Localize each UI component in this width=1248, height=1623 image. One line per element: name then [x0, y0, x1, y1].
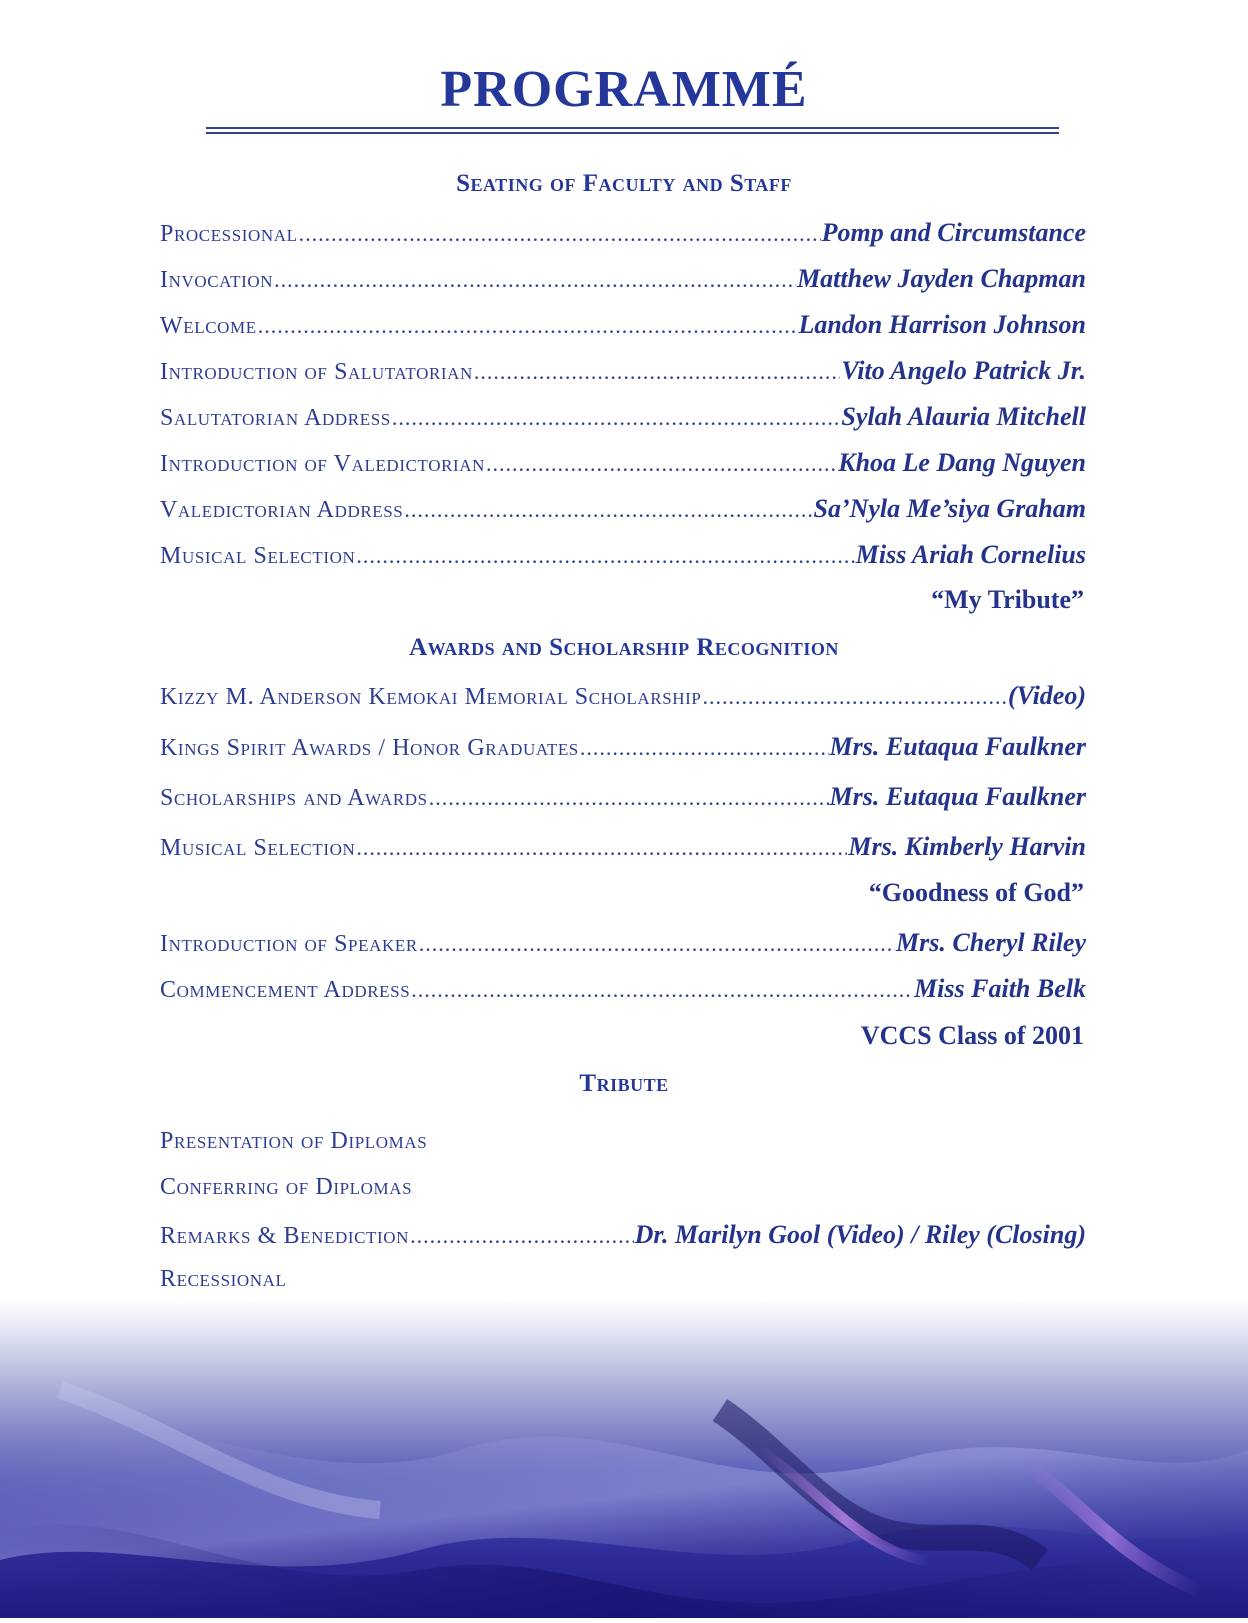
- dot-leader: [299, 221, 821, 247]
- row-value: Landon Harrison Johnson: [798, 310, 1086, 339]
- row-label: Processional: [160, 221, 298, 247]
- dot-leader: [474, 359, 840, 385]
- section-heading-awards: Awards and Scholarship Recognition: [409, 634, 839, 661]
- song-title-goodness-of-god: “Goodness of God”: [868, 878, 1084, 907]
- row-value: Mrs. Eutaqua Faulkner: [829, 782, 1086, 811]
- program-row-kemokai-scholarship: [160, 681, 1086, 715]
- dot-leader: [410, 1223, 634, 1249]
- row-label: Introduction of Salutatorian: [160, 359, 473, 385]
- row-value: Miss Ariah Cornelius: [855, 540, 1086, 569]
- dot-leader: [356, 543, 854, 569]
- program-row-invocation: [160, 264, 1086, 298]
- program-row-scholarships-awards: [160, 782, 1086, 816]
- dot-leader: [411, 977, 913, 1003]
- row-label: Musical Selection: [160, 835, 356, 861]
- row-value: Mrs. Cheryl Riley: [896, 928, 1086, 957]
- row-value: Sylah Alauria Mitchell: [841, 402, 1086, 431]
- row-label: Invocation: [160, 267, 274, 293]
- program-row-kings-spirit-awards: [160, 732, 1086, 766]
- program-row-processional: [160, 218, 1086, 252]
- row-value: Matthew Jayden Chapman: [797, 264, 1086, 293]
- row-value: (Video): [1008, 681, 1086, 710]
- row-value: Dr. Marilyn Gool (Video) / Riley (Closing): [634, 1220, 1086, 1249]
- fabric-folds-graphic: [0, 1300, 1248, 1618]
- dot-leader: [486, 451, 837, 477]
- dot-leader: [392, 405, 841, 431]
- song-title-my-tribute: “My Tribute”: [931, 585, 1084, 614]
- row-label: Introduction of Valedictorian: [160, 451, 486, 477]
- program-row-musical-selection-2: [160, 832, 1086, 866]
- dot-leader: [404, 497, 812, 523]
- program-row-intro-valedictorian: [160, 448, 1086, 482]
- program-row-presentation-diplomas: [160, 1128, 1086, 1162]
- row-label: Valedictorian Address: [160, 497, 404, 523]
- row-label: Remarks & Benediction: [160, 1223, 410, 1249]
- row-label: Kizzy M. Anderson Kemokai Memorial Scholarship: [160, 684, 702, 710]
- row-label: Conferring of Diplomas: [160, 1174, 413, 1200]
- row-value: Khoa Le Dang Nguyen: [838, 448, 1086, 477]
- dot-leader: [702, 684, 1007, 710]
- dot-leader: [356, 835, 847, 861]
- row-label: Scholarships and Awards: [160, 785, 428, 811]
- row-value: Mrs. Eutaqua Faulkner: [829, 732, 1086, 761]
- row-label: Kings Spirit Awards / Honor Graduates: [160, 735, 579, 761]
- program-row-commencement-address: [160, 974, 1086, 1008]
- satin-fabric-image: [0, 1300, 1248, 1618]
- program-row-recessional: [160, 1266, 1086, 1300]
- program-row-conferring-diplomas: [160, 1174, 1086, 1208]
- dot-leader: [274, 267, 796, 293]
- row-label: Salutatorian Address: [160, 405, 391, 431]
- program-row-intro-salutatorian: [160, 356, 1086, 390]
- speaker-class-note: VCCS Class of 2001: [860, 1021, 1084, 1050]
- row-label: Presentation of Diplomas: [160, 1128, 428, 1154]
- dot-leader: [429, 785, 829, 811]
- title-rule-top: [206, 127, 1059, 129]
- row-value: Vito Angelo Patrick Jr.: [841, 356, 1086, 385]
- program-row-salutatorian-address: [160, 402, 1086, 436]
- dot-leader: [419, 931, 895, 957]
- page-title: PROGRAMMÉ: [440, 61, 808, 118]
- row-value: Sa’Nyla Me’siya Graham: [813, 494, 1086, 523]
- dot-leader: [580, 735, 829, 761]
- row-label: Introduction of Speaker: [160, 931, 418, 957]
- section-heading-tribute: Tribute: [579, 1070, 669, 1097]
- row-label: Musical Selection: [160, 543, 356, 569]
- program-row-musical-selection-1: [160, 540, 1086, 574]
- dot-leader: [258, 313, 798, 339]
- row-label: Welcome: [160, 313, 257, 339]
- program-row-valedictorian-address: [160, 494, 1086, 528]
- title-rule-bottom: [206, 132, 1059, 134]
- section-heading-seating: Seating of Faculty and Staff: [456, 170, 792, 197]
- row-value: Pomp and Circumstance: [821, 218, 1086, 247]
- program-row-remarks-benediction: [160, 1220, 1086, 1254]
- row-label: Commencement Address: [160, 977, 411, 1003]
- row-label: Recessional: [160, 1266, 287, 1292]
- row-value: Miss Faith Belk: [914, 974, 1086, 1003]
- program-row-welcome: [160, 310, 1086, 344]
- row-value: Mrs. Kimberly Harvin: [848, 832, 1086, 861]
- program-row-intro-speaker: [160, 928, 1086, 962]
